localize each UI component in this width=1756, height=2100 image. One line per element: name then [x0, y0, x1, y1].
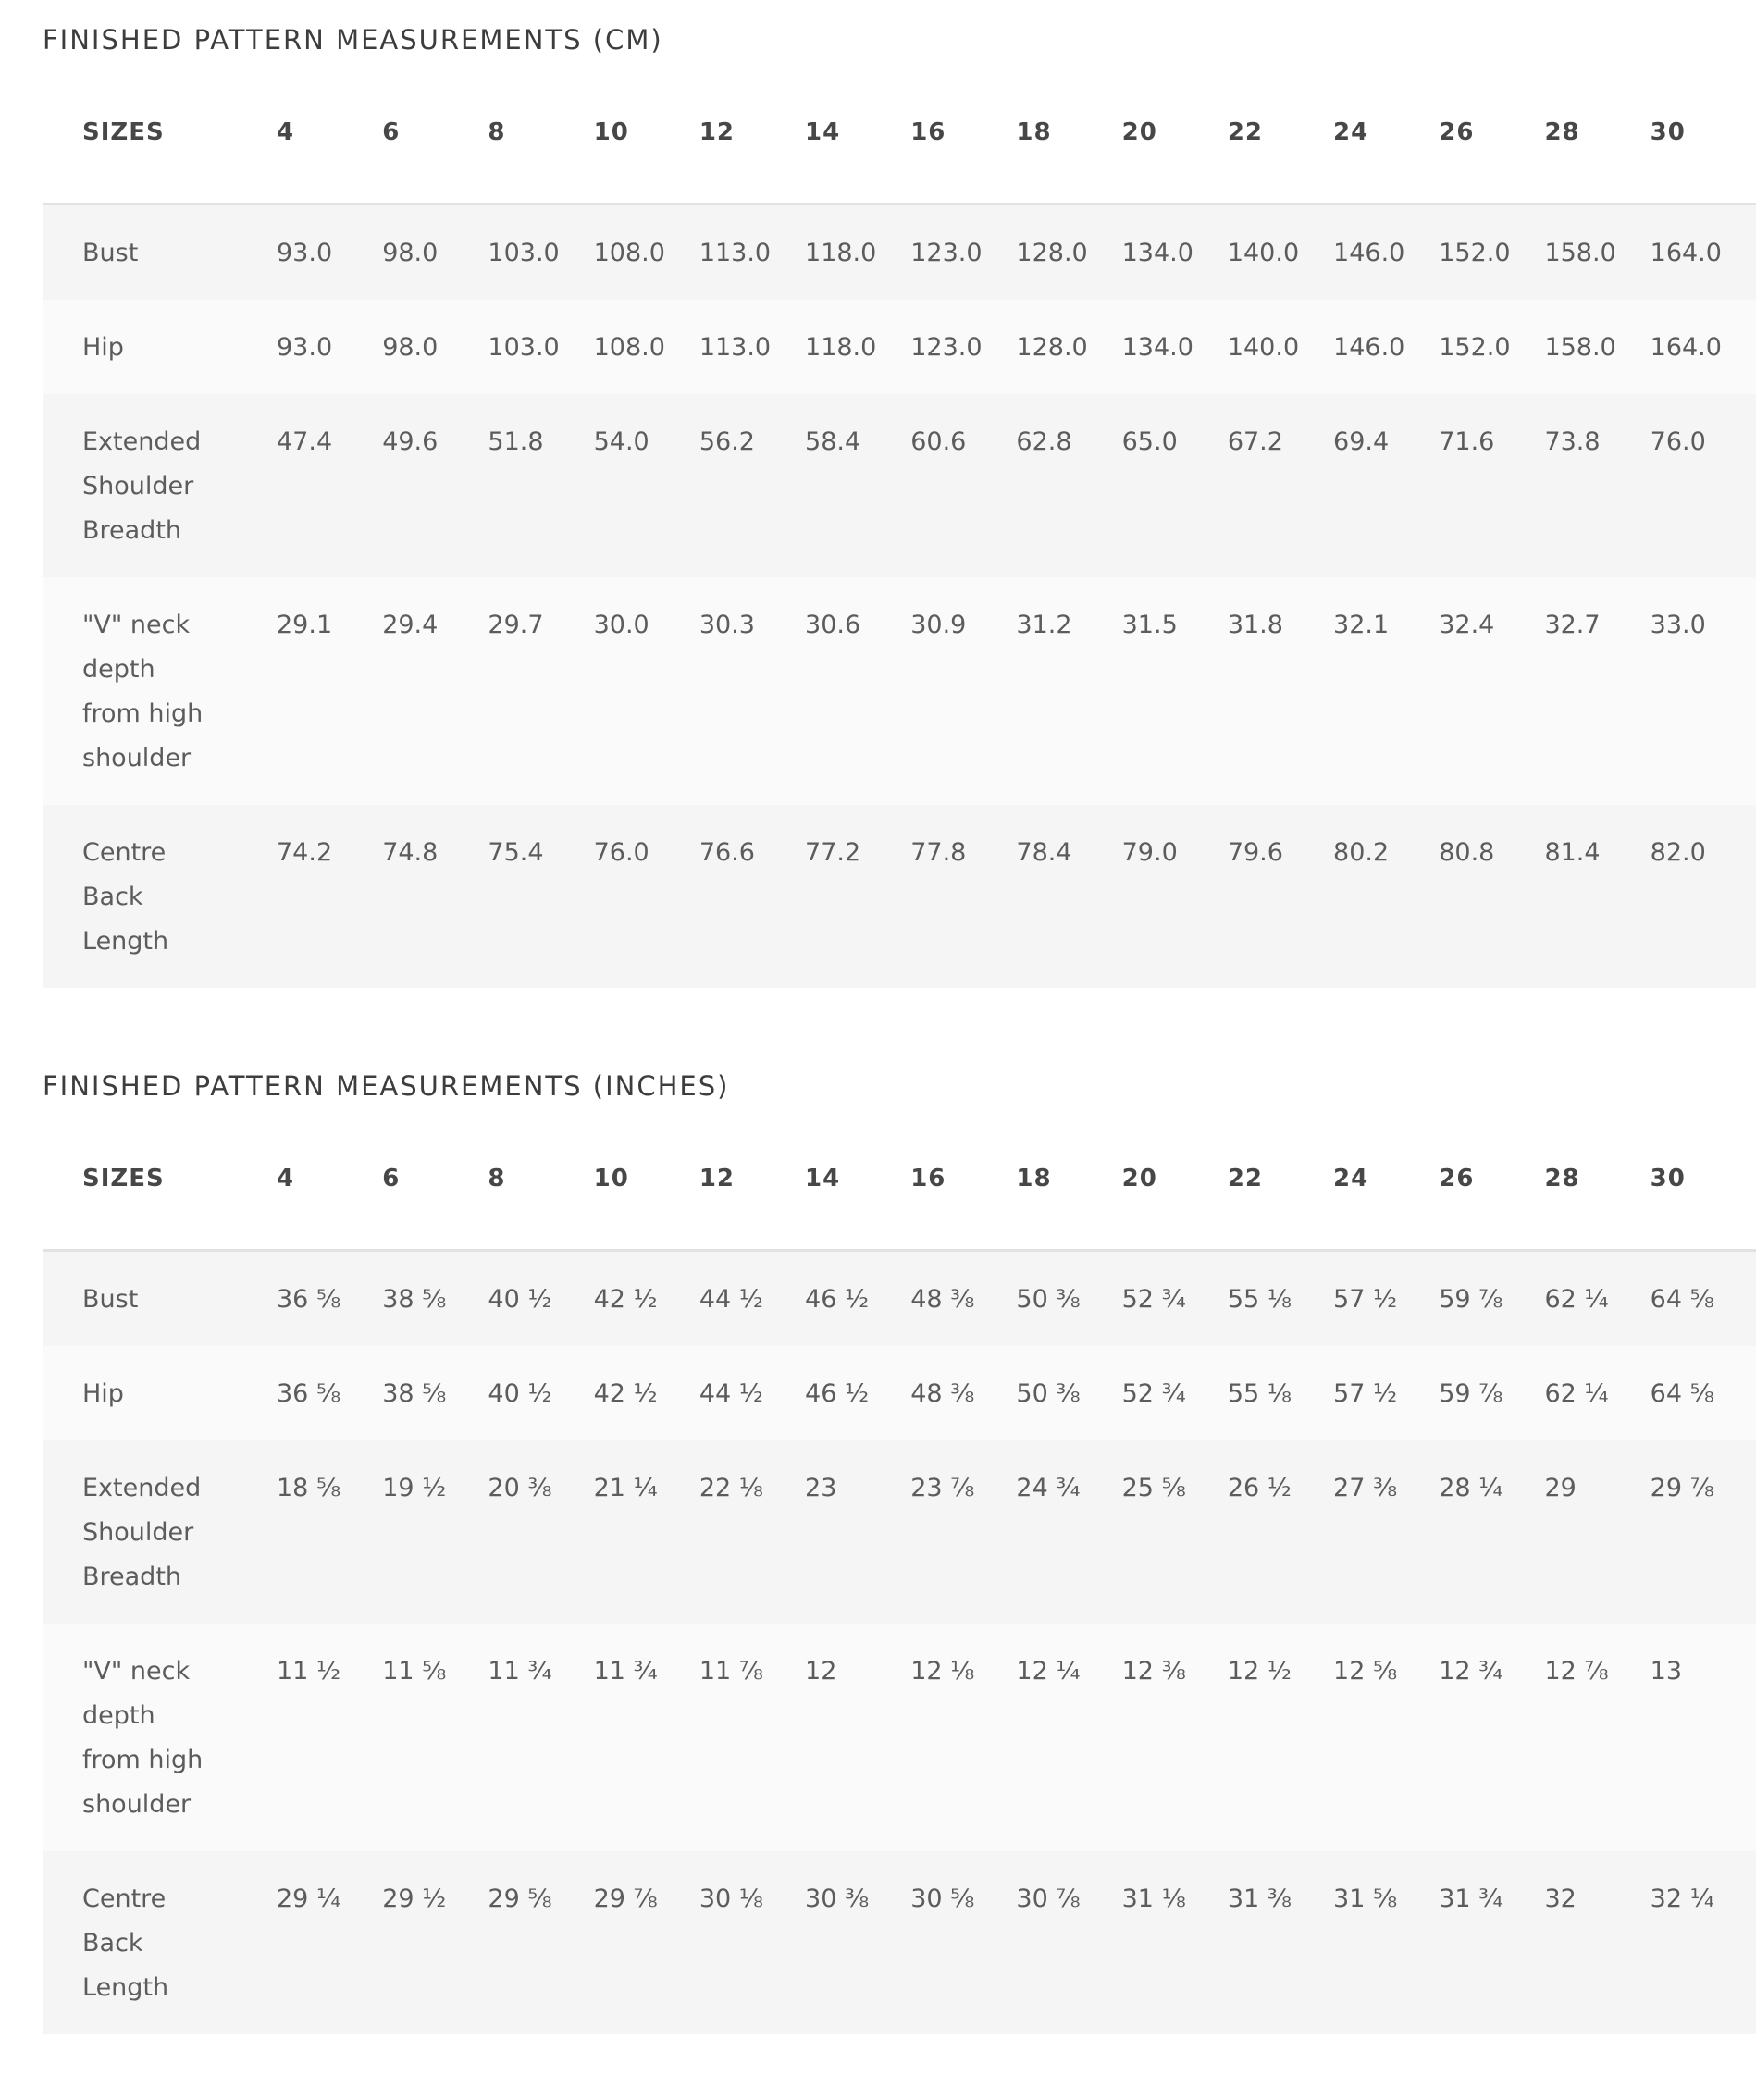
measurement-cell: 25 ⅝ — [1122, 1440, 1228, 1624]
row-label-cell — [43, 805, 277, 988]
measurement-cell: 128.0 — [1016, 204, 1121, 301]
row-label: "V" neck depth from high shoulder — [82, 611, 204, 772]
size-header-12: 12 — [699, 61, 805, 204]
size-header-20: 20 — [1122, 1107, 1228, 1251]
measurement-cell: 79.6 — [1228, 805, 1333, 988]
measurement-cell: 118.0 — [805, 204, 910, 301]
table-row — [43, 1851, 1756, 2034]
measurement-cell: 11 ⅝ — [382, 1624, 488, 1851]
measurement-cell: 140.0 — [1228, 204, 1333, 301]
measurement-cell: 29.7 — [488, 577, 593, 805]
measurement-cell: 12 ¾ — [1439, 1624, 1544, 1851]
measurement-cell: 28 ¼ — [1439, 1440, 1544, 1624]
row-label: Extended Shoulder Breadth — [82, 1474, 202, 1591]
table-row — [43, 204, 1756, 301]
row-label-cell — [43, 300, 277, 394]
measurement-cell: 55 ⅛ — [1228, 1346, 1333, 1440]
size-header-4: 4 — [277, 1107, 382, 1251]
size-header-20: 20 — [1122, 61, 1228, 204]
size-header-14: 14 — [805, 1107, 910, 1251]
measurement-cell: 65.0 — [1122, 394, 1228, 577]
measurement-cell: 98.0 — [382, 300, 488, 394]
row-label: Hip — [82, 333, 124, 362]
measurement-cell: 164.0 — [1651, 300, 1756, 394]
row-label-cell — [43, 1851, 277, 2034]
measurement-cell: 21 ¼ — [594, 1440, 699, 1624]
row-label-cell — [43, 1440, 277, 1624]
size-header-24: 24 — [1333, 1107, 1439, 1251]
row-label-cell — [43, 1624, 277, 1851]
measurement-cell: 146.0 — [1333, 300, 1439, 394]
row-label: Centre Back Length — [82, 838, 169, 956]
measurement-cell: 29 ⅞ — [594, 1851, 699, 2034]
measurement-cell: 31.5 — [1122, 577, 1228, 805]
measurement-cell: 33.0 — [1651, 577, 1756, 805]
measurement-cell: 62 ¼ — [1544, 1251, 1650, 1347]
sizes-header: SIZES — [43, 61, 277, 204]
measurement-cell: 11 ⅞ — [699, 1624, 805, 1851]
measurement-cell: 158.0 — [1544, 204, 1650, 301]
measurement-cell: 140.0 — [1228, 300, 1333, 394]
measurement-cell: 30 ⅞ — [1016, 1851, 1121, 2034]
measurement-cell: 78.4 — [1016, 805, 1121, 988]
measurement-cell: 152.0 — [1439, 300, 1544, 394]
measurement-cell: 81.4 — [1544, 805, 1650, 988]
measurement-cell: 113.0 — [699, 204, 805, 301]
measurement-cell: 55 ⅛ — [1228, 1251, 1333, 1347]
table-row — [43, 1624, 1756, 1851]
measurement-cell: 12 ⅜ — [1122, 1624, 1228, 1851]
measurement-cell: 32.1 — [1333, 577, 1439, 805]
sizes-header: SIZES — [43, 1107, 277, 1251]
size-header-12: 12 — [699, 1107, 805, 1251]
size-header-6: 6 — [382, 61, 488, 204]
measurement-cell: 29 ⅞ — [1651, 1440, 1756, 1624]
measurement-cell: 75.4 — [488, 805, 593, 988]
measurement-cell: 31 ⅝ — [1333, 1851, 1439, 2034]
size-header-10: 10 — [594, 61, 699, 204]
measurement-cell: 29.4 — [382, 577, 488, 805]
measurement-cell: 23 — [805, 1440, 910, 1624]
measurement-cell: 29 ¼ — [277, 1851, 382, 2034]
measurement-cell: 62 ¼ — [1544, 1346, 1650, 1440]
measurement-cell: 40 ½ — [488, 1346, 593, 1440]
measurement-cell: 32.4 — [1439, 577, 1544, 805]
measurement-cell: 31.8 — [1228, 577, 1333, 805]
row-label-cell — [43, 1346, 277, 1440]
measurement-cell: 24 ¾ — [1016, 1440, 1121, 1624]
measurement-cell: 50 ⅜ — [1016, 1251, 1121, 1347]
table-row — [43, 805, 1756, 988]
measurement-cell: 69.4 — [1333, 394, 1439, 577]
measurement-cell: 59 ⅞ — [1439, 1346, 1544, 1440]
measurement-cell: 74.8 — [382, 805, 488, 988]
measurement-cell: 11 ½ — [277, 1624, 382, 1851]
measurement-cell: 123.0 — [910, 204, 1016, 301]
measurement-cell: 52 ¾ — [1122, 1251, 1228, 1347]
measurement-cell: 32 ¼ — [1651, 1851, 1756, 2034]
measurement-cell: 152.0 — [1439, 204, 1544, 301]
row-label: Centre Back Length — [82, 1884, 169, 2002]
measurement-cell: 27 ⅜ — [1333, 1440, 1439, 1624]
row-label: Hip — [82, 1379, 124, 1408]
measurement-cell: 30.6 — [805, 577, 910, 805]
measurement-cell: 18 ⅝ — [277, 1440, 382, 1624]
measurement-cell: 42 ½ — [594, 1251, 699, 1347]
inches-section-title: FINISHED PATTERN MEASUREMENTS (INCHES) — [43, 1070, 730, 1102]
size-header-8: 8 — [488, 1107, 593, 1251]
measurement-cell: 108.0 — [594, 300, 699, 394]
measurement-cell: 57 ½ — [1333, 1251, 1439, 1347]
table-row — [43, 577, 1756, 805]
measurement-cell: 30 ⅝ — [910, 1851, 1016, 2034]
measurement-cell: 57 ½ — [1333, 1346, 1439, 1440]
size-header-24: 24 — [1333, 61, 1439, 204]
measurement-cell: 40 ½ — [488, 1251, 593, 1347]
measurement-cell: 64 ⅝ — [1651, 1251, 1756, 1347]
measurement-cell: 60.6 — [910, 394, 1016, 577]
measurement-cell: 58.4 — [805, 394, 910, 577]
size-header-18: 18 — [1016, 61, 1121, 204]
size-header-6: 6 — [382, 1107, 488, 1251]
measurement-cell: 48 ⅜ — [910, 1251, 1016, 1347]
measurement-cell: 113.0 — [699, 300, 805, 394]
measurement-cell: 12 ⅞ — [1544, 1624, 1650, 1851]
table-row — [43, 394, 1756, 577]
measurement-cell: 47.4 — [277, 394, 382, 577]
measurement-cell: 56.2 — [699, 394, 805, 577]
measurement-cell: 30.3 — [699, 577, 805, 805]
measurement-cell: 30 ⅜ — [805, 1851, 910, 2034]
size-header-18: 18 — [1016, 1107, 1121, 1251]
measurement-cell: 30.0 — [594, 577, 699, 805]
measurement-cell: 67.2 — [1228, 394, 1333, 577]
measurement-cell: 29 ⅝ — [488, 1851, 593, 2034]
measurement-cell: 76.0 — [594, 805, 699, 988]
measurement-cell: 42 ½ — [594, 1346, 699, 1440]
measurement-cell: 51.8 — [488, 394, 593, 577]
measurement-cell: 46 ½ — [805, 1251, 910, 1347]
measurement-cell: 22 ⅛ — [699, 1440, 805, 1624]
measurement-cell: 52 ¾ — [1122, 1346, 1228, 1440]
measurement-cell: 31 ¾ — [1439, 1851, 1544, 2034]
measurement-cell: 11 ¾ — [488, 1624, 593, 1851]
table-row — [43, 1440, 1756, 1624]
size-header-28: 28 — [1544, 61, 1650, 204]
measurement-cell: 12 — [805, 1624, 910, 1851]
measurement-cell: 23 ⅞ — [910, 1440, 1016, 1624]
measurement-cell: 19 ½ — [382, 1440, 488, 1624]
measurement-cell: 54.0 — [594, 394, 699, 577]
measurement-cell: 32.7 — [1544, 577, 1650, 805]
measurement-cell: 49.6 — [382, 394, 488, 577]
size-header-28: 28 — [1544, 1107, 1650, 1251]
measurement-cell: 93.0 — [277, 300, 382, 394]
header-row — [43, 61, 1756, 204]
measurement-cell: 11 ¾ — [594, 1624, 699, 1851]
measurement-cell: 82.0 — [1651, 805, 1756, 988]
row-label-cell — [43, 204, 277, 301]
table-row — [43, 300, 1756, 394]
measurement-cell: 26 ½ — [1228, 1440, 1333, 1624]
measurement-cell: 64 ⅝ — [1651, 1346, 1756, 1440]
measurement-cell: 38 ⅝ — [382, 1251, 488, 1347]
measurement-cell: 118.0 — [805, 300, 910, 394]
row-label: Bust — [82, 1285, 139, 1314]
size-header-26: 26 — [1439, 1107, 1544, 1251]
measurement-cell: 77.2 — [805, 805, 910, 988]
measurement-cell: 74.2 — [277, 805, 382, 988]
size-header-30: 30 — [1651, 1107, 1756, 1251]
measurement-cell: 79.0 — [1122, 805, 1228, 988]
measurement-cell: 108.0 — [594, 204, 699, 301]
size-header-26: 26 — [1439, 61, 1544, 204]
measurement-cell: 98.0 — [382, 204, 488, 301]
measurement-cell: 80.8 — [1439, 805, 1544, 988]
measurement-cell: 12 ⅝ — [1333, 1624, 1439, 1851]
measurement-cell: 123.0 — [910, 300, 1016, 394]
measurement-cell: 46 ½ — [805, 1346, 910, 1440]
row-label-cell — [43, 1251, 277, 1347]
header-row — [43, 1107, 1756, 1251]
measurement-cell: 29 — [1544, 1440, 1650, 1624]
measurement-cell: 62.8 — [1016, 394, 1121, 577]
size-header-10: 10 — [594, 1107, 699, 1251]
measurement-cell: 73.8 — [1544, 394, 1650, 577]
inches-measurements-table — [43, 1107, 1756, 2034]
table-row — [43, 1346, 1756, 1440]
measurement-cell: 158.0 — [1544, 300, 1650, 394]
measurement-cell: 29.1 — [277, 577, 382, 805]
measurement-cell: 38 ⅝ — [382, 1346, 488, 1440]
measurement-cell: 44 ½ — [699, 1251, 805, 1347]
measurement-cell: 50 ⅜ — [1016, 1346, 1121, 1440]
measurement-cell: 93.0 — [277, 204, 382, 301]
row-label-cell — [43, 394, 277, 577]
size-header-30: 30 — [1651, 61, 1756, 204]
measurement-cell: 31 ⅜ — [1228, 1851, 1333, 2034]
size-header-22: 22 — [1228, 61, 1333, 204]
measurement-cell: 76.0 — [1651, 394, 1756, 577]
size-header-8: 8 — [488, 61, 593, 204]
row-label: Bust — [82, 239, 139, 267]
measurement-cell: 146.0 — [1333, 204, 1439, 301]
measurement-cell: 134.0 — [1122, 204, 1228, 301]
measurement-cell: 32 — [1544, 1851, 1650, 2034]
measurement-cell: 134.0 — [1122, 300, 1228, 394]
size-header-4: 4 — [277, 61, 382, 204]
measurement-cell: 103.0 — [488, 300, 593, 394]
table-row — [43, 1251, 1756, 1347]
measurement-cell: 12 ¼ — [1016, 1624, 1121, 1851]
measurement-cell: 31.2 — [1016, 577, 1121, 805]
measurement-cell: 12 ½ — [1228, 1624, 1333, 1851]
measurement-cell: 29 ½ — [382, 1851, 488, 2034]
measurement-cell: 30.9 — [910, 577, 1016, 805]
measurement-cell: 128.0 — [1016, 300, 1121, 394]
row-label: Extended Shoulder Breadth — [82, 427, 202, 545]
measurement-cell: 76.6 — [699, 805, 805, 988]
measurement-cell: 48 ⅜ — [910, 1346, 1016, 1440]
size-header-16: 16 — [910, 61, 1016, 204]
size-header-22: 22 — [1228, 1107, 1333, 1251]
measurement-cell: 12 ⅛ — [910, 1624, 1016, 1851]
measurement-cell: 77.8 — [910, 805, 1016, 988]
measurement-cell: 30 ⅛ — [699, 1851, 805, 2034]
cm-section-title: FINISHED PATTERN MEASUREMENTS (CM) — [43, 24, 663, 56]
measurement-cell: 103.0 — [488, 204, 593, 301]
measurement-cell: 36 ⅝ — [277, 1251, 382, 1347]
measurement-cell: 13 — [1651, 1624, 1756, 1851]
row-label: "V" neck depth from high shoulder — [82, 1657, 204, 1819]
size-header-14: 14 — [805, 61, 910, 204]
measurement-cell: 59 ⅞ — [1439, 1251, 1544, 1347]
measurement-cell: 20 ⅜ — [488, 1440, 593, 1624]
row-label-cell — [43, 577, 277, 805]
measurement-cell: 36 ⅝ — [277, 1346, 382, 1440]
measurement-cell: 44 ½ — [699, 1346, 805, 1440]
cm-measurements-table — [43, 61, 1756, 988]
measurement-cell: 80.2 — [1333, 805, 1439, 988]
size-header-16: 16 — [910, 1107, 1016, 1251]
measurement-cell: 71.6 — [1439, 394, 1544, 577]
measurement-cell: 164.0 — [1651, 204, 1756, 301]
measurement-cell: 31 ⅛ — [1122, 1851, 1228, 2034]
